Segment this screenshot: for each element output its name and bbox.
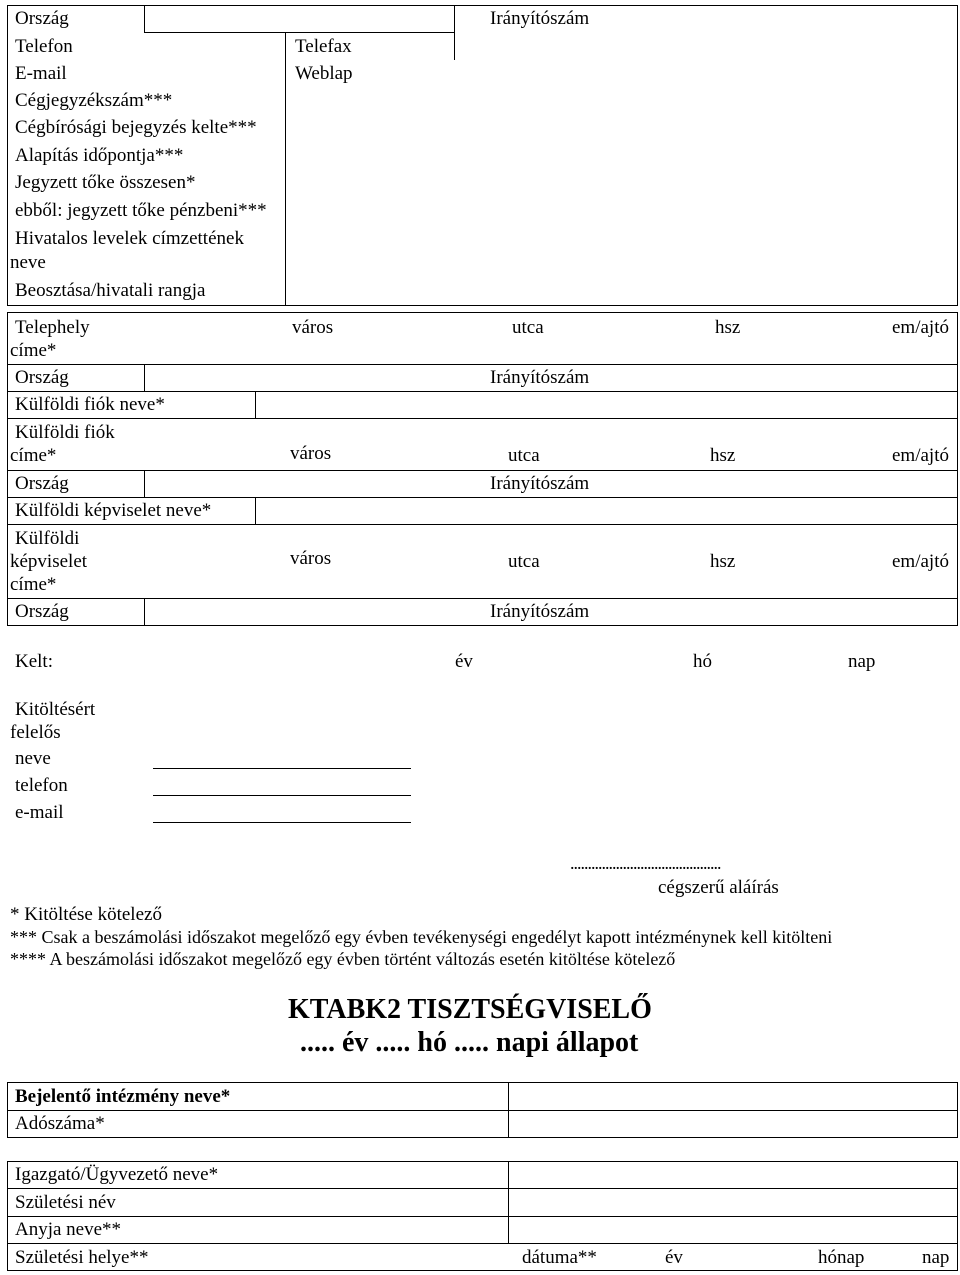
varos-label: város <box>290 443 332 464</box>
responsible-phone-label: telefon <box>15 775 68 796</box>
table-border <box>7 1110 958 1111</box>
table-border <box>144 5 145 32</box>
table-border <box>7 524 958 525</box>
table-border <box>7 1082 958 1083</box>
table-border <box>7 1188 958 1189</box>
penzbeni-toke-label: ebből: jegyzett tőke pénzbeni*** <box>15 200 267 221</box>
note-required: * Kitöltése kötelező <box>10 904 162 925</box>
responsible-email-label: e-mail <box>15 802 64 823</box>
ev-label: év <box>455 651 473 672</box>
table-border <box>255 391 256 418</box>
orszag-label: Ország <box>15 473 69 494</box>
table-border <box>7 364 958 365</box>
table-border <box>7 312 958 313</box>
orszag-label: Ország <box>15 8 69 29</box>
hsz-label: hsz <box>715 317 741 338</box>
cegjegyzekszam-label: Cégjegyzékszám*** <box>15 90 173 111</box>
fiok-cime-label-line1: Külföldi fiók <box>15 422 115 443</box>
table-border <box>285 32 286 305</box>
table-border <box>508 1082 509 1137</box>
mother-name-label: Anyja neve** <box>15 1219 122 1240</box>
email-label: E-mail <box>15 63 67 84</box>
kelt-label: Kelt: <box>15 651 53 672</box>
responsible-name-field[interactable] <box>153 768 411 769</box>
table-border <box>7 470 958 471</box>
institution-tax-label: Adószáma* <box>15 1113 105 1134</box>
iranyitoszam-label: Irányítószám <box>490 367 590 388</box>
ho-label: hó <box>693 651 712 672</box>
table-border <box>7 1082 8 1137</box>
varos-label: város <box>290 548 332 569</box>
alapitas-label: Alapítás időpontja*** <box>15 145 184 166</box>
responsible-phone-field[interactable] <box>153 795 411 796</box>
iranyitoszam-label: Irányítószám <box>490 601 590 622</box>
telephely-label-line1: Telephely <box>15 317 90 338</box>
varos-label: város <box>292 317 334 338</box>
director-name-label: Igazgató/Ügyvezető neve* <box>15 1164 219 1185</box>
table-border <box>7 5 958 6</box>
table-border <box>7 312 8 625</box>
kepviselet-cime-label-line2: képviselet <box>10 551 88 572</box>
table-border <box>7 1137 958 1138</box>
iranyitoszam-label: Irányítószám <box>490 8 590 29</box>
telefax-label: Telefax <box>295 36 352 57</box>
hsz-label: hsz <box>710 551 736 572</box>
hsz-label: hsz <box>710 445 736 466</box>
signature-label: cégszerű aláírás <box>658 877 779 898</box>
table-border <box>7 418 958 419</box>
responsible-email-field[interactable] <box>153 822 411 823</box>
table-border <box>7 598 958 599</box>
table-border <box>7 1216 958 1217</box>
jegyzett-toke-label: Jegyzett tőke összesen* <box>15 172 196 193</box>
iranyitoszam-label: Irányítószám <box>490 473 590 494</box>
orszag-label: Ország <box>15 367 69 388</box>
birth-date-label: dátuma** <box>522 1247 597 1268</box>
table-border <box>255 497 256 524</box>
table-border <box>7 625 958 626</box>
cimzett-label-line2: neve <box>10 252 46 273</box>
utca-label: utca <box>508 551 540 572</box>
table-border <box>957 312 958 625</box>
institution-name-label: Bejelentő intézmény neve* <box>15 1086 231 1107</box>
table-border <box>7 305 958 306</box>
telephely-label-line2: címe* <box>10 340 57 361</box>
table-border <box>7 1243 958 1244</box>
emajto-label: em/ajtó <box>892 551 949 572</box>
weblap-label: Weblap <box>295 63 353 84</box>
emajto-label: em/ajtó <box>892 317 949 338</box>
birth-place-label: Születési helye** <box>15 1247 149 1268</box>
table-border <box>7 391 958 392</box>
utca-label: utca <box>512 317 544 338</box>
note-change: **** A beszámolási időszakot megelőző egy évben történt változás esetén kitöltése kötelező <box>10 949 676 969</box>
beosztas-label: Beosztása/hivatali rangja <box>15 280 206 301</box>
table-border <box>144 364 145 391</box>
cimzett-label-line1: Hivatalos levelek címzettének <box>15 228 244 249</box>
responsible-title-line1: Kitöltésért <box>15 699 96 720</box>
table-border <box>144 598 145 625</box>
table-border <box>7 1161 8 1270</box>
fiok-cime-label-line2: címe* <box>10 445 57 466</box>
form-subtitle: ..... év ..... hó ..... napi állapot <box>300 1027 639 1058</box>
table-border <box>7 5 8 305</box>
nap-label: nap <box>848 651 876 672</box>
emajto-label: em/ajtó <box>892 445 949 466</box>
birth-month-label: hónap <box>818 1247 865 1268</box>
utca-label: utca <box>508 445 540 466</box>
table-border <box>144 470 145 497</box>
responsible-name-label: neve <box>15 748 51 769</box>
kepviselet-cime-label-line3: címe* <box>10 574 57 595</box>
table-border <box>454 5 455 60</box>
table-border <box>7 497 958 498</box>
table-border <box>508 1161 509 1243</box>
telefon-label: Telefon <box>15 36 73 57</box>
birth-day-label: nap <box>922 1247 950 1268</box>
kepviselet-neve-label: Külföldi képviselet neve* <box>15 500 212 521</box>
responsible-title-line2: felelős <box>10 722 61 743</box>
table-border <box>957 1082 958 1137</box>
table-border <box>7 1270 958 1271</box>
birth-year-label: év <box>665 1247 683 1268</box>
cegbirosagi-label: Cégbírósági bejegyzés kelte*** <box>15 117 257 138</box>
note-license: *** Csak a beszámolási időszakot megelőző egy évben tevékenységi engedélyt kapott intézménynek kell kitölteni <box>10 927 833 947</box>
kepviselet-cime-label-line1: Külföldi <box>15 528 80 549</box>
table-border <box>7 1161 958 1162</box>
orszag-label: Ország <box>15 601 69 622</box>
table-border <box>957 1161 958 1270</box>
table-border <box>957 5 958 305</box>
table-border <box>144 32 454 33</box>
fiok-neve-label: Külföldi fiók neve* <box>15 394 165 415</box>
signature-line[interactable]: ........................................... <box>570 853 721 873</box>
form-title: KTABK2 TISZTSÉGVISELŐ <box>288 994 652 1025</box>
birth-name-label: Születési név <box>15 1192 116 1213</box>
